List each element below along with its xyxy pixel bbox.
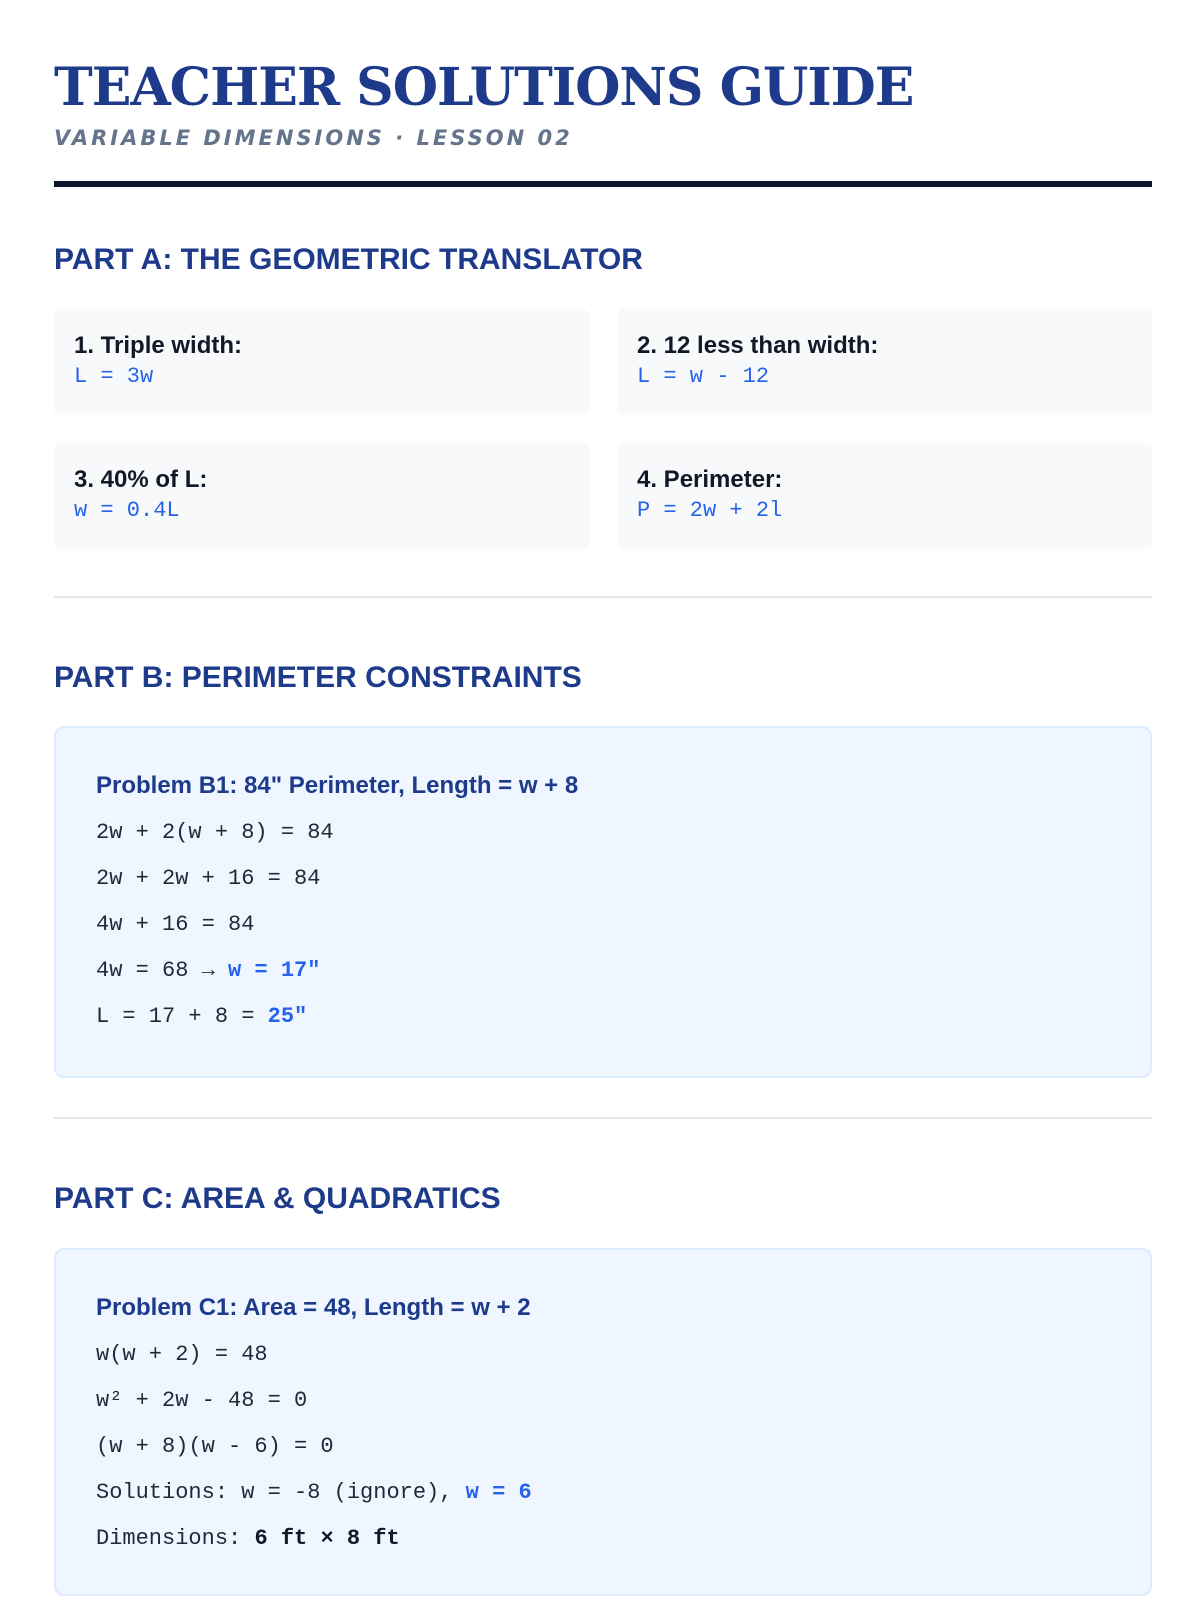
- solution-step: [96, 948, 1110, 994]
- page-subtitle: VARIABLE DIMENSIONS · LESSON 02: [54, 126, 573, 150]
- card-label: 2. 12 less than width:: [637, 332, 879, 359]
- section-divider: [54, 596, 1152, 598]
- solution-step: w(w + 2) = 48: [96, 1342, 268, 1367]
- card-answer: w = 0.4L: [74, 498, 180, 523]
- problem-b1-box: [54, 726, 1152, 1078]
- step-prefix: 4w = 68 →: [96, 958, 229, 983]
- solution-step: [96, 1516, 1110, 1562]
- translator-card-2: [617, 309, 1152, 415]
- translator-card-4: [617, 443, 1152, 549]
- solution-step: 2w + 2w + 16 = 84: [96, 866, 321, 891]
- width-answer: w = 6: [465, 1480, 532, 1505]
- solution-step: [96, 994, 1110, 1040]
- page-title: TEACHER SOLUTIONS GUIDE: [54, 57, 914, 118]
- card-answer: P = 2w + 2l: [637, 498, 783, 523]
- section-divider: [54, 1117, 1152, 1119]
- translator-card-1: [54, 309, 589, 415]
- problem-b1-title: Problem B1: 84" Perimeter, Length = w + 8: [96, 772, 579, 799]
- part-c-title: PART C: AREA & QUADRATICS: [54, 1182, 501, 1215]
- dimensions-answer: 6 ft × 8 ft: [254, 1526, 400, 1551]
- card-label: 1. Triple width:: [74, 332, 243, 359]
- problem-c1-box: [54, 1248, 1152, 1596]
- width-answer: w = 17": [228, 958, 321, 983]
- translator-card-3: [54, 443, 589, 549]
- card-label: 3. 40% of L:: [74, 466, 208, 493]
- step-prefix: Dimensions:: [96, 1526, 255, 1551]
- solution-step: 2w + 2(w + 8) = 84: [96, 820, 334, 845]
- problem-c1-title: Problem C1: Area = 48, Length = w + 2: [96, 1294, 531, 1321]
- solution-step: 4w + 16 = 84: [96, 912, 255, 937]
- header-rule: [54, 181, 1152, 187]
- card-answer: L = w - 12: [637, 364, 770, 389]
- length-answer: 25": [267, 1004, 308, 1029]
- solution-step: [96, 1470, 1110, 1516]
- part-b-title: PART B: PERIMETER CONSTRAINTS: [54, 661, 582, 694]
- step-prefix: L = 17 + 8 =: [96, 1004, 268, 1029]
- card-label: 4. Perimeter:: [637, 466, 783, 493]
- part-a-title: PART A: THE GEOMETRIC TRANSLATOR: [54, 243, 643, 276]
- solution-step: (w + 8)(w - 6) = 0: [96, 1434, 334, 1459]
- solution-step: w² + 2w - 48 = 0: [96, 1388, 308, 1413]
- step-prefix: Solutions: w = -8 (ignore),: [96, 1480, 466, 1505]
- card-answer: L = 3w: [74, 364, 154, 389]
